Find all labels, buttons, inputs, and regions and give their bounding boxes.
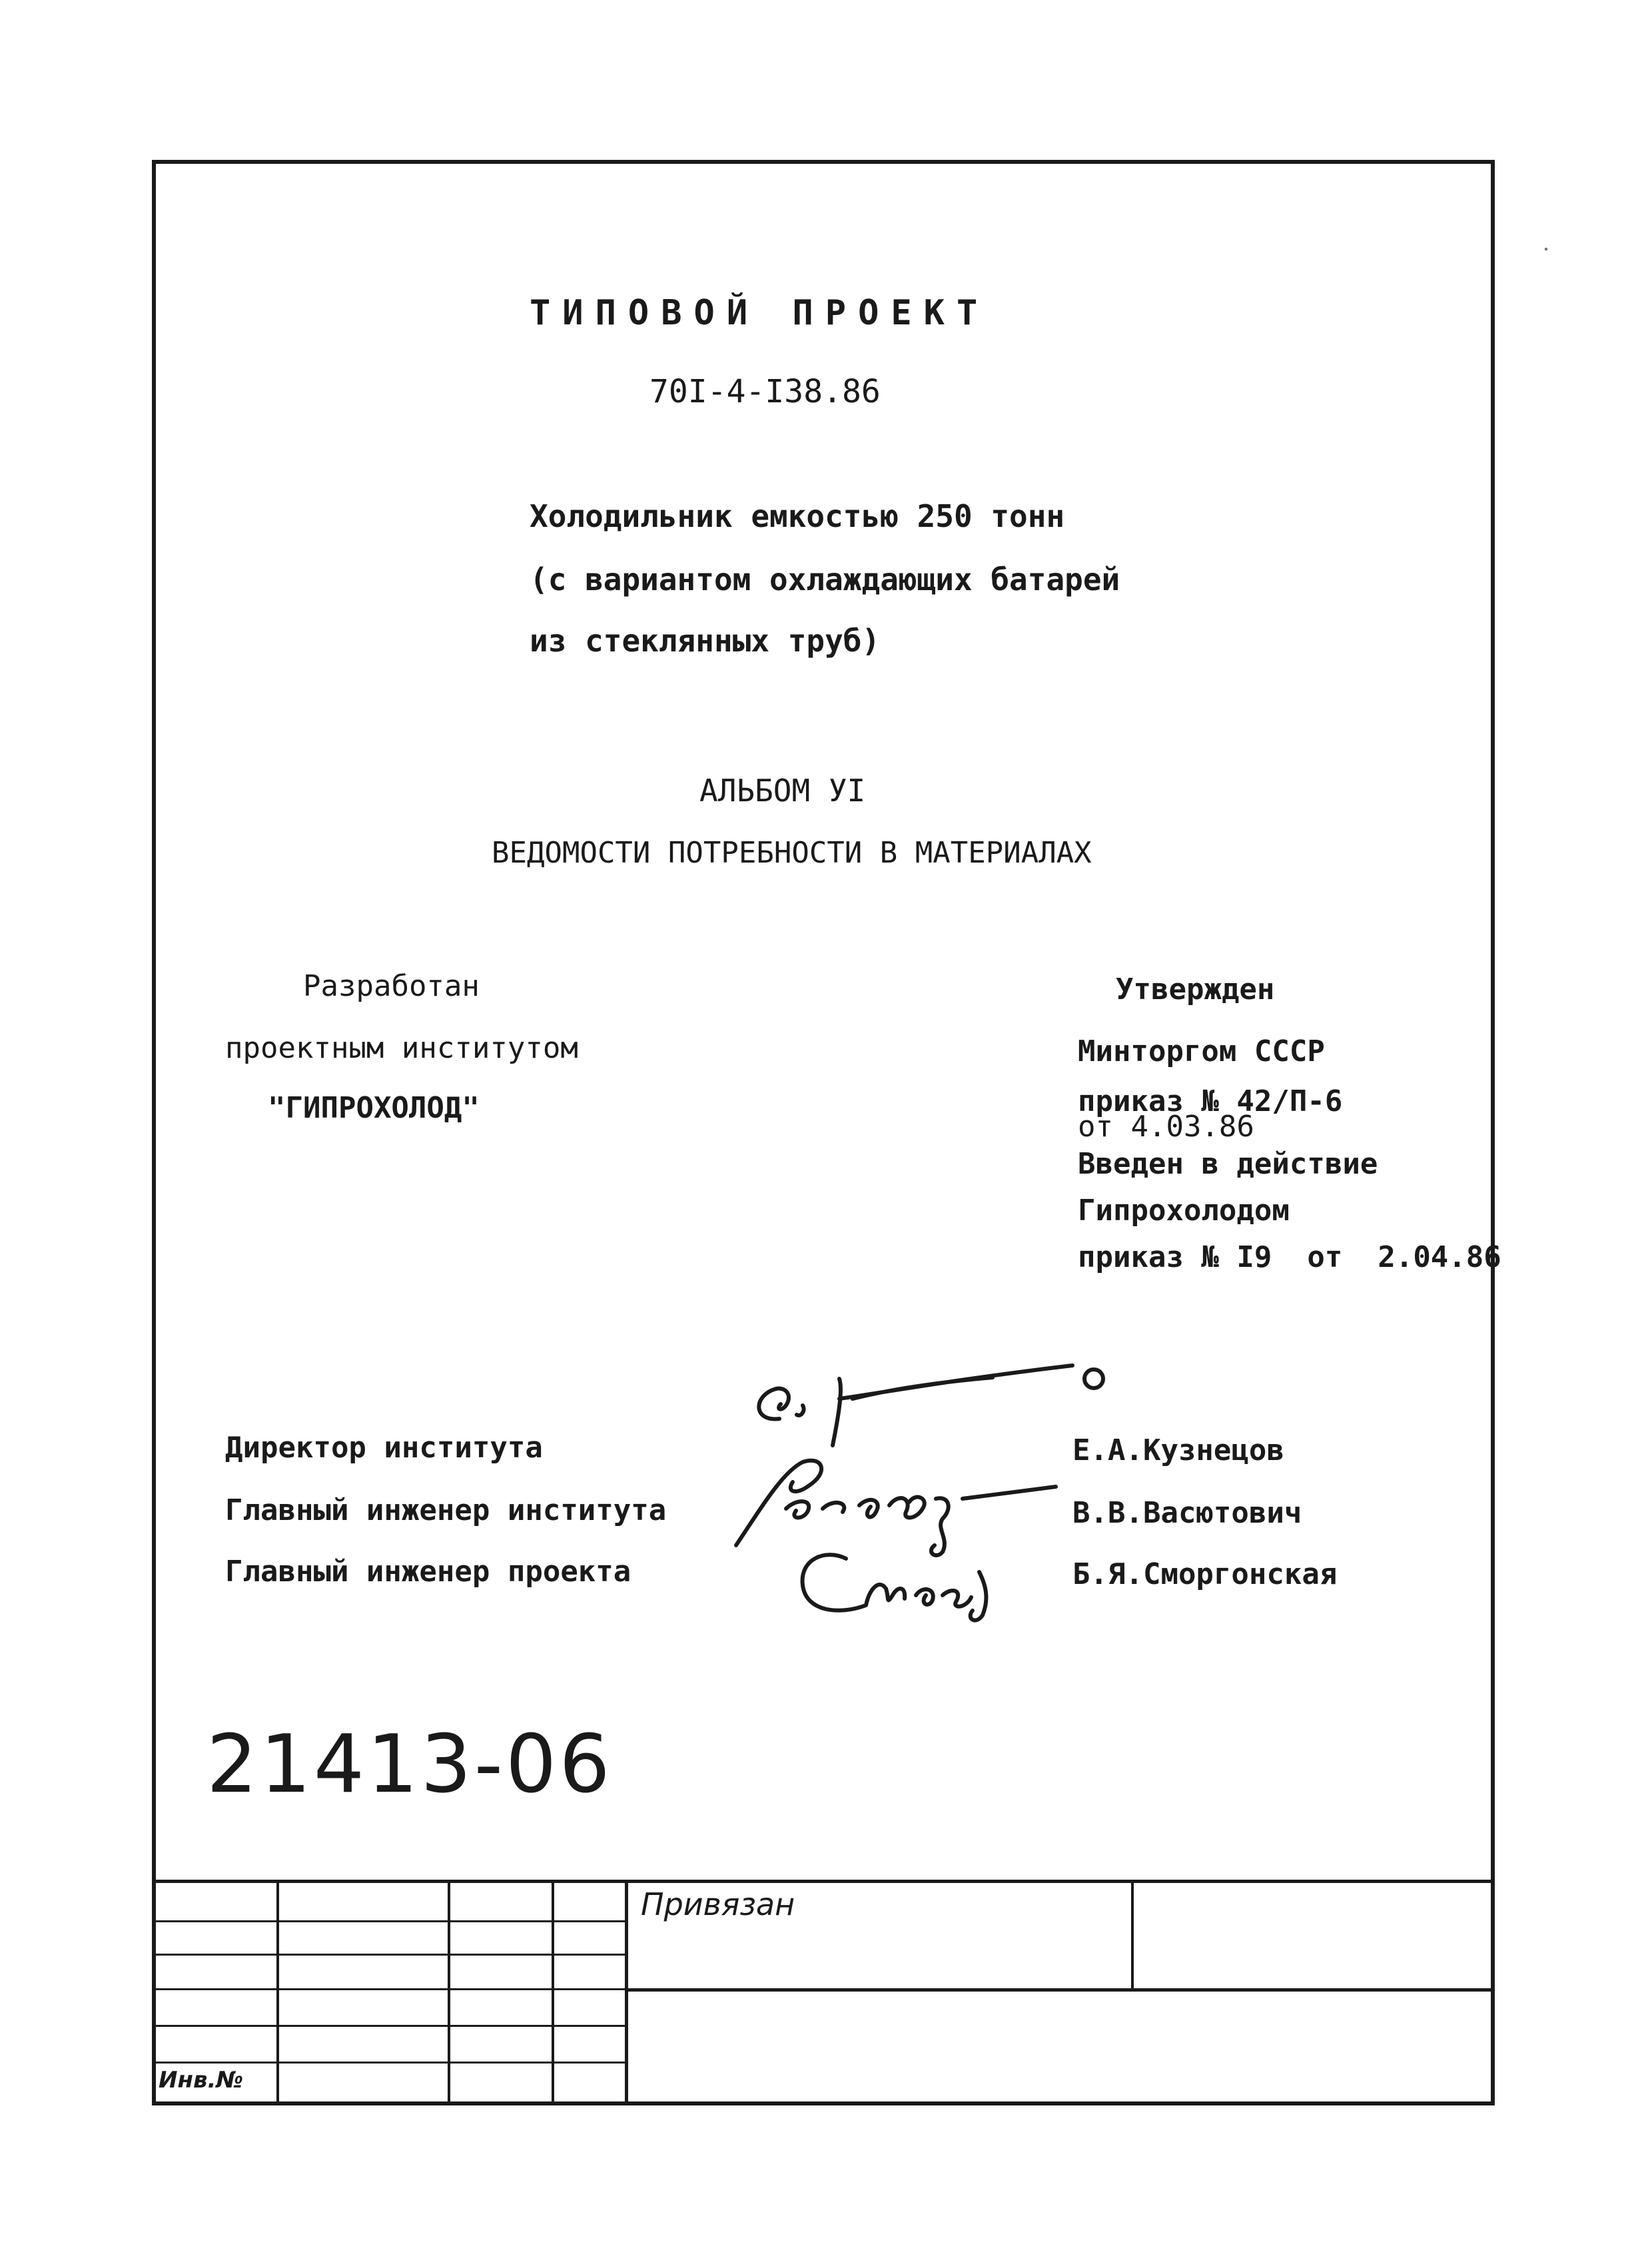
- project-code: 70I-4-I38.86: [649, 373, 881, 410]
- stamp-row-line: [152, 2062, 626, 2064]
- approved-by: Минторгом СССР: [1078, 1034, 1325, 1068]
- institute-name: "ГИПРОХОЛОД": [268, 1091, 480, 1125]
- description-line: (с вариантом охлаждающих батарей: [530, 562, 1120, 597]
- approved-label: Утвержден: [1116, 972, 1275, 1006]
- signer-name: Б.Я.Сморгонская: [1072, 1557, 1338, 1591]
- stamp-top-line: [152, 1880, 1495, 1883]
- enacted-by: Гипрохолодом: [1078, 1194, 1290, 1228]
- signer-role: Директор института: [225, 1431, 543, 1465]
- stamp-col-line: [276, 1880, 279, 2105]
- stamp-row-line: [152, 1920, 626, 1922]
- signer-role: Главный инженер проекта: [225, 1555, 631, 1589]
- developed-label: Разработан: [303, 969, 480, 1003]
- stamp-col-line: [552, 1880, 554, 2105]
- approval-order: приказ № 42/П-6: [1078, 1084, 1343, 1118]
- bullet-circle: [1082, 1367, 1105, 1390]
- description-line: Холодильник емкостью 250 тонн: [530, 498, 1065, 534]
- signer-role: Главный инженер института: [225, 1493, 667, 1527]
- stamp-divider: [626, 1988, 1495, 1992]
- scan-speck: [1545, 248, 1547, 250]
- signer-name: Е.А.Кузнецов: [1072, 1433, 1284, 1467]
- document-title: ТИПОВОЙ ПРОЕКТ: [530, 293, 990, 333]
- stamp-row-line: [152, 1988, 626, 1990]
- stamp-col-line: [448, 1880, 450, 2105]
- drawing-frame: [152, 160, 1495, 2105]
- stamp-col-line: [625, 1880, 628, 2105]
- inventory-label: Инв.№: [159, 2067, 244, 2093]
- album-title: АЛЬБОМ УI: [699, 773, 866, 809]
- developed-institute: проектным институтом: [225, 1031, 578, 1065]
- stamp-row-line: [152, 2025, 626, 2027]
- linked-label: Привязан: [641, 1886, 795, 1922]
- album-subtitle: ВЕДОМОСТИ ПОТРЕБНОСТИ В МАТЕРИАЛАХ: [492, 836, 1092, 870]
- approval-date: от 4.03.86: [1078, 1110, 1254, 1144]
- director-signature: [739, 1359, 1086, 1445]
- project-engineer-signature: [786, 1532, 1013, 1632]
- stamp-col-line: [1131, 1880, 1134, 1990]
- enacted-label: Введен в действие: [1078, 1147, 1378, 1181]
- enactment-order: приказ № I9 от 2.04.86: [1078, 1240, 1501, 1274]
- description-line: из стеклянных труб): [530, 623, 881, 659]
- archive-number: 21413-06: [206, 1718, 613, 1811]
- signer-name: В.В.Васютович: [1072, 1496, 1302, 1530]
- stamp-row-line: [152, 1954, 626, 1956]
